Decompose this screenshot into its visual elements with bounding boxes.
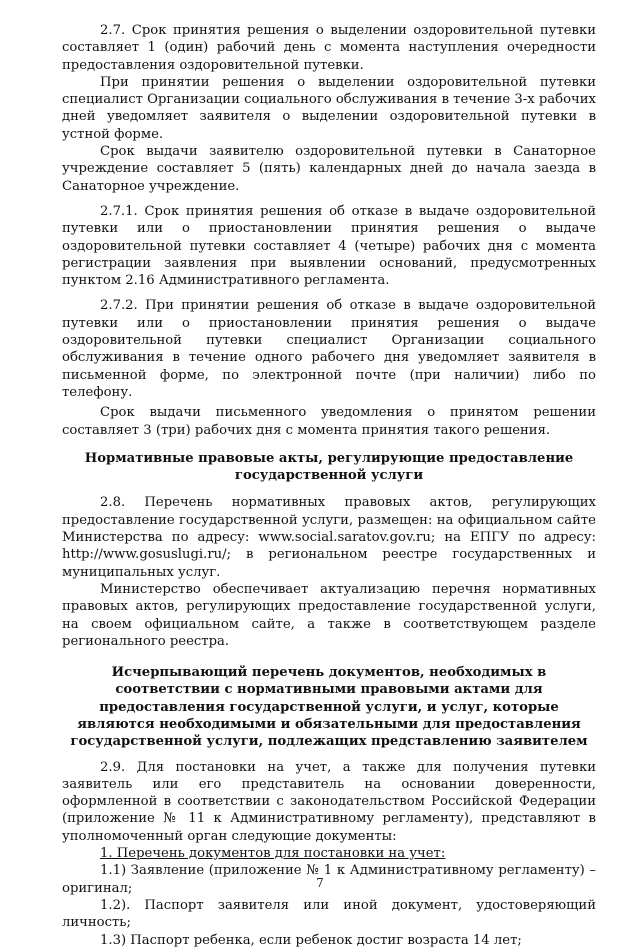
- page-number: 7: [316, 876, 324, 890]
- list-title: [62, 845, 596, 862]
- list-title-text: 1. Перечень документов для постановки на учет:: [100, 846, 446, 862]
- paragraph-2-7: 2.7. Срок принятия решения о выделении оздоровительной путевки составляет 1 (один) рабочий день с момента наступления очередности предоставления оздоровительной путевки.: [62, 23, 596, 73]
- list-item-1-2: 1.2). Паспорт заявителя или иной документ, удостоверяющий личность;: [62, 897, 596, 931]
- paragraph-2-9: 2.9. Для постановки на учет, а также для получения путевки заявитель или его представитель на основании доверенности, оформленной в соответствии с законодательством Российской Федерации (приложение № 11 к Административному регламенту), представляют в уполномоченный орган следующие документы:: [62, 759, 596, 844]
- paragraph-2-8-update: Министерство обеспечивает актуализацию перечня нормативных правовых актов, регулирующих предоставление государственной услуги, на своем официальном сайте, а также в соответствующем разделе регионального реестра.: [62, 581, 596, 649]
- heading-documents-list: Исчерпывающий перечень документов, необходимых в соответствии с нормативными правовыми актами для предоставления государственной услуги, и услуг, которые являются необходимыми и обязательными для предоставления государственной услуги, подлежащих представлению заявителем: [70, 665, 588, 750]
- paragraph-2-7-2-term: Срок выдачи письменного уведомления о принятом решении составляет 3 (три) рабочих дня с момента принятия такого решения.: [62, 405, 596, 438]
- list-item-1-1: 1.1) Заявление (приложение № 1 к Административному регламенту) – оригинал;: [62, 863, 596, 896]
- list-item-1-3: 1.3) Паспорт ребенка, если ребенок достиг возраста 14 лет;: [100, 932, 522, 948]
- document-page: [62, 22, 596, 949]
- paragraph-2-8: 2.8. Перечень нормативных правовых актов, регулирующих предоставление государственной услуги, размещен: на официальном сайте Министерства по адресу: www.social.saratov.gov.ru; на ЕПГУ по адресу: http://www.gosuslugi.ru/; в региональном реестре государственных и муниципальных услуг.: [62, 495, 596, 580]
- paragraph-2-7-2: 2.7.2. При принятии решения об отказе в выдаче оздоровительной путевки или о приостановлении принятия решения о выдаче оздоровительной путевки специалист Организации социального обслуживания в течение одного рабочего дня уведомляет заявителя в письменной форме, по электронной почте (при наличии) либо по телефону.: [62, 298, 596, 400]
- paragraph-2-7-notify: При принятии решения о выделении оздоровительной путевки специалист Организации социального обслуживания в течение 3-х рабочих дней уведомляет заявителя о выделении оздоровительной путевки в устной форме.: [62, 74, 596, 142]
- heading-legal-acts: Нормативные правовые акты, регулирующие предоставление государственной услуги: [84, 450, 574, 484]
- paragraph-2-7-issue: Срок выдачи заявителю оздоровительной путевки в Санаторное учреждение составляет 5 (пять) календарных дней до начала заезда в Санаторное учреждение.: [62, 144, 596, 194]
- paragraph-2-7-1: 2.7.1. Срок принятия решения об отказе в выдаче оздоровительной путевки или о приостановлении принятия решения о выдаче оздоровительной путевки составляет 4 (четыре) рабочих дня с момента регистрации заявления при выявлении оснований, предусмотренных пунктом 2.16 Административного регламента.: [62, 203, 596, 289]
